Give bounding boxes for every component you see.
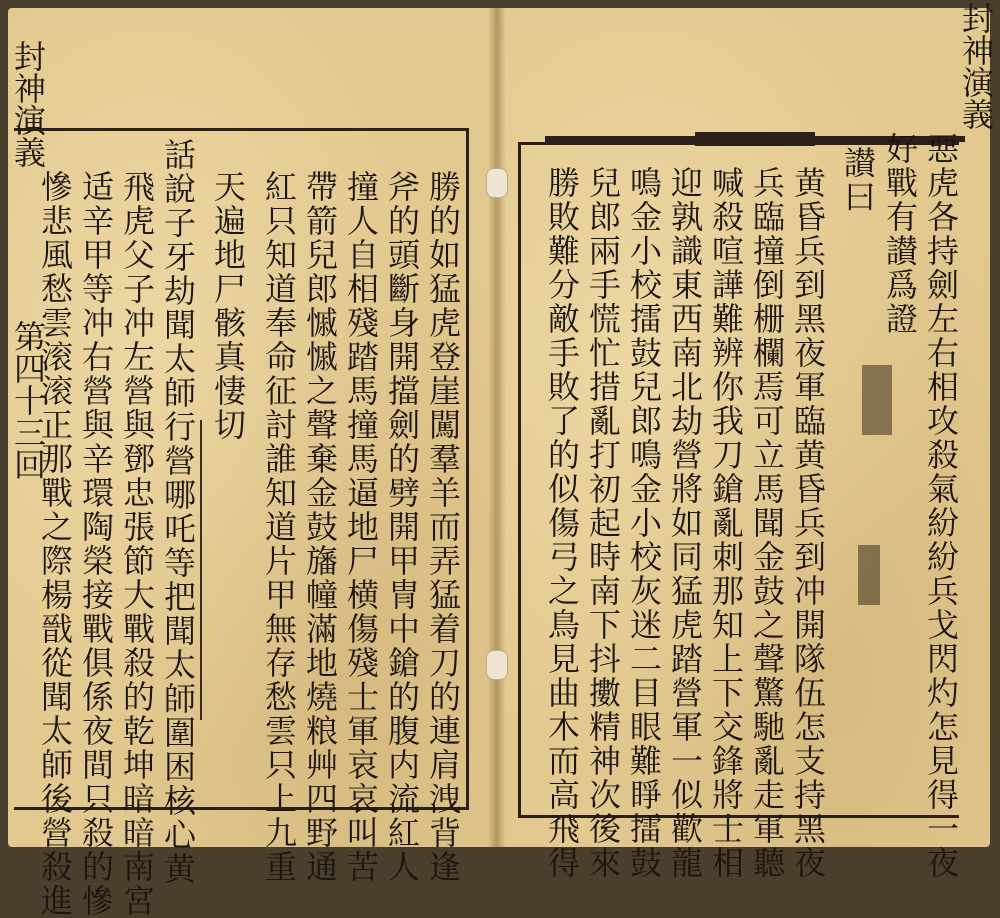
right-column-9: 兒郎兩手慌忙措亂打初起時南下抖擻精神次後來 (584, 166, 622, 880)
left-column-6: 天遍地尸骸真悽切 (209, 170, 247, 442)
right-column-2: 好戰有讃爲證 (881, 132, 919, 336)
right-column-8: 鳴金小校擂鼓兒郎鳴金小校灰迷二目眼難睜擂鼓 (625, 166, 663, 880)
left-column-9: 适辛甲等冲右營與辛環陶榮接戰俱係夜間只殺的慘 (77, 170, 115, 918)
left-chapter-label: 第四十三回 (9, 320, 47, 480)
book-gutter (488, 8, 506, 847)
left-book-title: 封神演義 (9, 40, 47, 168)
left-rule (200, 420, 202, 720)
left-column-7: 話說子牙劫聞太師行營哪吒等把聞太師圍困核心黄 (159, 138, 197, 886)
ink-blot-1 (862, 365, 892, 435)
right-book-title: 封神演義 (957, 2, 995, 130)
left-column-10: 慘悲風愁雲滚滚正那戰之際楊戩從聞太師後營殺進 (36, 170, 74, 918)
left-column-2: 斧的頭斷身開擋劍的劈開甲冑中鎗的腹内流紅人 (383, 170, 421, 884)
right-column-1: 惡虎各持劍左右相攻殺氣紛紛兵戈閃灼怎見得一夜 (922, 132, 960, 880)
left-column-1: 勝的如猛虎登崖闖羣羊而弄猛着刀的連肩洩背逢 (424, 170, 462, 884)
right-column-5: 兵臨撞倒栅欄焉可立馬聞金鼓之聲驚馳亂走軍聽 (748, 166, 786, 880)
left-column-8: 飛虎父子冲左營與鄧忠張節大戰殺的乾坤暗暗南宮 (118, 170, 156, 918)
right-column-3: 讃曰 (839, 146, 877, 214)
ink-blot-2 (858, 545, 880, 605)
right-column-10: 勝敗難分敵手敗了的似傷弓之鳥見曲木而高飛得 (543, 166, 581, 880)
left-column-5: 紅只知道奉命征討誰知道片甲無存愁雲只上九重 (260, 170, 298, 884)
right-column-7: 迎孰識東西南北劫營將如同猛虎踏營軍一似歡龍 (666, 166, 704, 880)
binding-thread-top (486, 168, 508, 198)
left-column-4: 帶箭兒郎慽慽之聲棄金鼓旛幢滿地燒粮艸四野通 (301, 170, 339, 884)
left-column-3: 撞人自相殘踏馬撞馬逼地尸横傷殘士軍哀哀叫苦 (342, 170, 380, 884)
right-column-4: 黄昏兵到黑夜軍臨黄昏兵到冲開隊伍怎支持黑夜 (789, 166, 827, 880)
binding-thread-bottom (486, 650, 508, 680)
right-column-6: 喊殺喧譁難辨你我刀鎗亂刺那知上下交鋒將士相 (707, 166, 745, 880)
